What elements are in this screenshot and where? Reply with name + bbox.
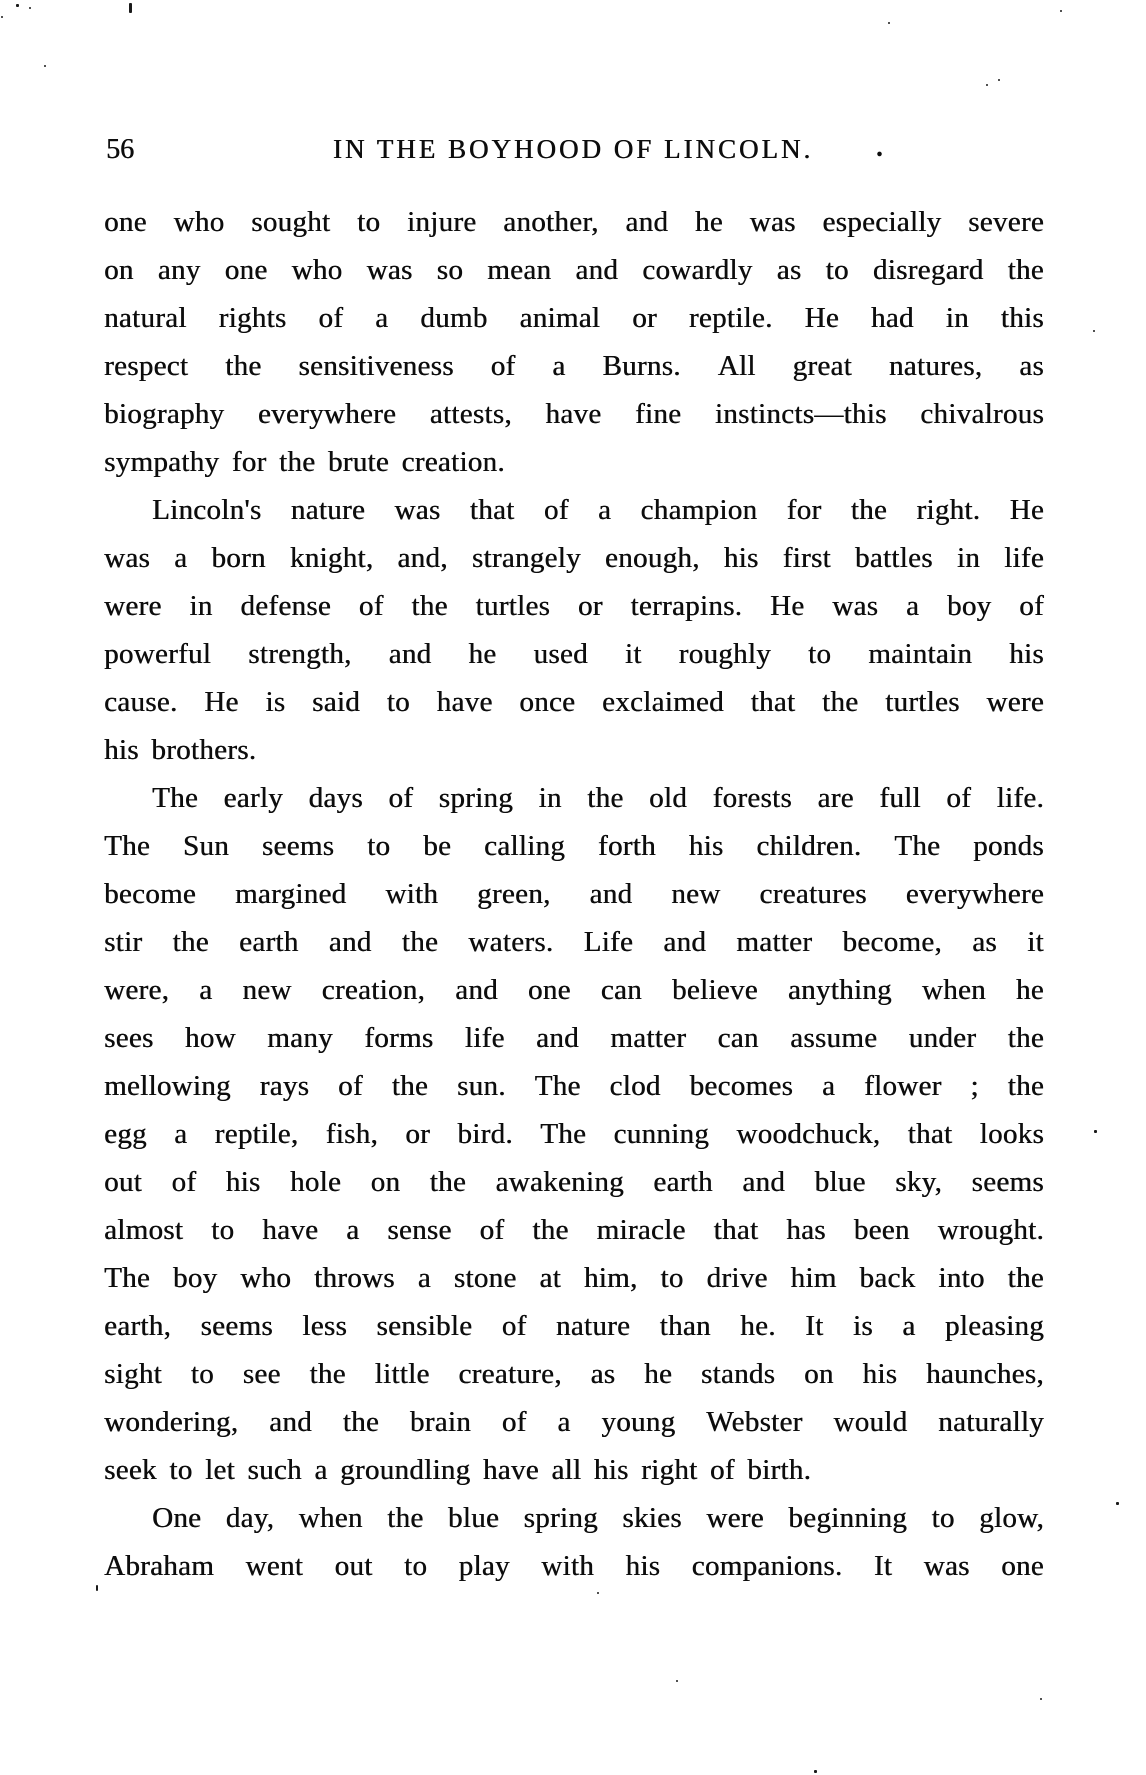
scan-speck — [16, 4, 19, 7]
text-line: cause. He is said to have once exclaimed that the turtles were — [104, 686, 1044, 718]
text-line: on any one who was so mean and cowardly as to disregard the — [104, 254, 1044, 286]
scan-speck — [1093, 330, 1095, 332]
scan-speck — [888, 22, 890, 24]
text-line: stir the earth and the waters. Life and matter become, as it — [104, 926, 1044, 958]
text-line: seek to let such a groundling have all his right of birth. — [104, 1454, 812, 1486]
text-line: One day, when the blue spring skies were beginning to glow, — [152, 1502, 1044, 1534]
text-line: The early days of spring in the old forests are full of life. — [152, 782, 1044, 814]
text-line: sight to see the little creature, as he stands on his haunches, — [104, 1358, 1044, 1390]
running-header-title: IN THE BOYHOOD OF LINCOLN. — [332, 134, 814, 164]
page-number: 56 — [106, 134, 134, 165]
text-line: were in defense of the turtles or terrapins. He was a boy of — [104, 590, 1044, 622]
scan-speck — [597, 1592, 599, 1594]
text-line: become margined with green, and new creatures everywhere — [104, 878, 1044, 910]
scan-speck — [1040, 1698, 1042, 1700]
text-line: powerful strength, and he used it roughly to maintain his — [104, 638, 1044, 670]
text-line: The Sun seems to be calling forth his children. The ponds — [104, 830, 1044, 862]
scan-speck — [986, 84, 988, 86]
text-line: mellowing rays of the sun. The clod becomes a flower ; the — [104, 1070, 1044, 1102]
scan-speck — [1, 16, 3, 18]
text-line: biography everywhere attests, have fine instincts—this chivalrous — [104, 398, 1044, 430]
text-line: were, a new creation, and one can believe anything when he — [104, 974, 1044, 1006]
text-line: out of his hole on the awakening earth and blue sky, seems — [104, 1166, 1044, 1198]
scan-speck — [96, 1585, 98, 1591]
text-line: The boy who throws a stone at him, to drive him back into the — [104, 1262, 1044, 1294]
text-line: wondering, and the brain of a young Webster would naturally — [104, 1406, 1044, 1438]
text-line: egg a reptile, fish, or bird. The cunning woodchuck, that looks — [104, 1118, 1044, 1150]
scan-speck — [1060, 10, 1062, 12]
text-line: Abraham went out to play with his companions. It was one — [104, 1550, 1044, 1582]
text-line: was a born knight, and, strangely enough, his first battles in life — [104, 542, 1044, 574]
text-line: almost to have a sense of the miracle that has been wrought. — [104, 1214, 1044, 1246]
scan-speck — [1094, 1130, 1097, 1133]
stray-ink-mark: . — [876, 132, 883, 163]
page-header — [0, 130, 1146, 176]
scan-speck — [44, 65, 46, 67]
text-line: sees how many forms life and matter can assume under the — [104, 1022, 1044, 1054]
text-line: Lincoln's nature was that of a champion for the right. He — [152, 494, 1044, 526]
scan-speck — [1116, 1502, 1119, 1505]
text-line: one who sought to injure another, and he was especially severe — [104, 206, 1044, 238]
text-line: earth, seems less sensible of nature than he. It is a pleasing — [104, 1310, 1044, 1342]
text-line: respect the sensitiveness of a Burns. All great natures, as — [104, 350, 1044, 382]
text-line: his brothers. — [104, 734, 257, 766]
scan-speck — [814, 1770, 817, 1773]
scan-speck — [998, 79, 1000, 81]
scan-speck — [129, 3, 132, 13]
text-line: natural rights of a dumb animal or reptile. He had in this — [104, 302, 1044, 334]
scan-speck — [676, 1680, 678, 1682]
page-text — [104, 198, 1044, 1590]
text-line: sympathy for the brute creation. — [104, 446, 505, 478]
scan-speck — [29, 7, 31, 9]
